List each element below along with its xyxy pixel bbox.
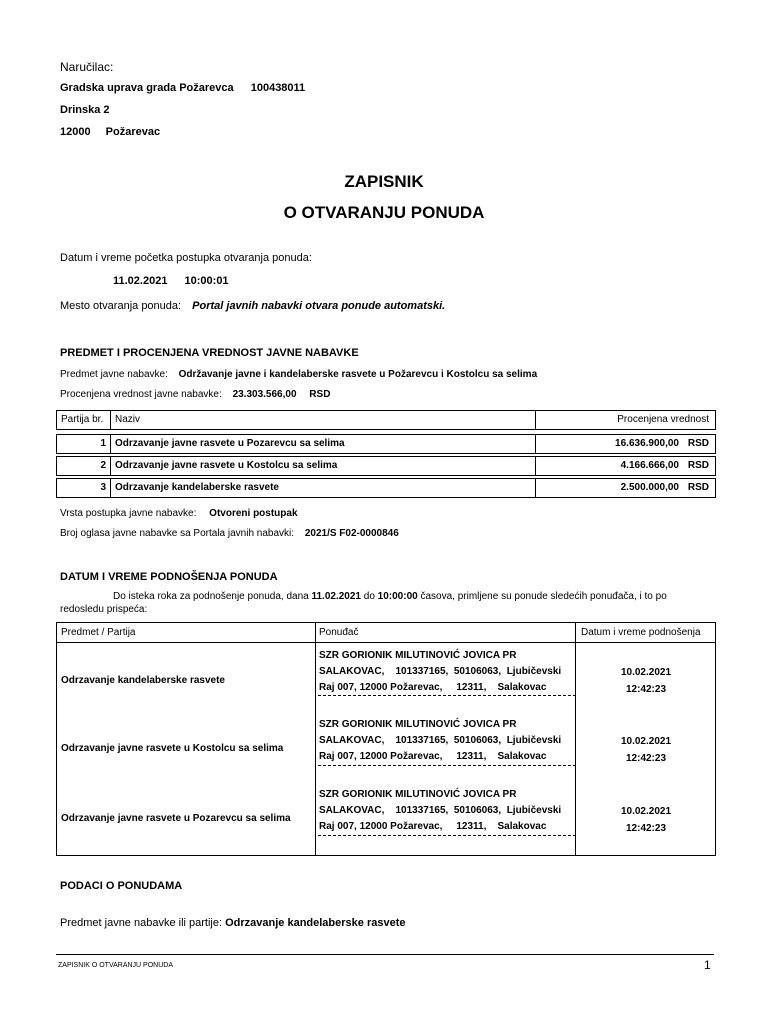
bids-header-subject: Predmet / Partija [61,627,136,638]
city: Požarevac [105,126,161,138]
lot-amount: 2.500.000,00 [620,482,679,493]
bidder-line: Raj 007, 12000 Požarevac, 12311, Salakovac [319,751,547,762]
table-row [57,785,715,855]
notice-line [60,528,399,539]
lot-no: 3 [57,479,111,497]
bid-subject: Odrzavanje kandelaberske rasvete [61,675,225,686]
intro-text-a: Do isteka roka za podnošenje ponuda, dana [113,591,312,602]
page-number: 1 [704,958,711,972]
lots-header-no: Partija br. [57,411,111,429]
street: Drinska 2 [60,104,110,116]
bid-bidder [319,787,561,835]
subject-value: Održavanje javne i kandelaberske rasvete u Požarevcu i Kostolcu sa selima [178,369,538,380]
lots-header-name: Naziv [115,414,141,425]
section3-heading: PODACI O PONUDAMA [60,880,183,892]
bids-table-header [57,623,715,643]
bidder-line: SALAKOVAC, 101337165, 50106063, Ljubičevski [319,805,562,816]
opening-date: 11.02.2021 [113,275,168,287]
opening-datetime-label: Datum i vreme početka postupka otvaranja ponuda: [60,252,312,264]
table-row [57,715,715,785]
bid-bidder [319,717,561,765]
lot-currency: RSD [687,482,709,493]
org-name: Gradska uprava grada Požarevca [60,82,234,94]
procedure-line [60,508,298,519]
estimated-value-amount: 23.303.566,00 [232,389,297,400]
section2-intro [113,591,667,602]
table-row [57,645,715,715]
opening-datetime [113,275,229,287]
bid-datetime [577,733,715,767]
opening-time: 10:00:01 [184,275,229,287]
section1-heading: PREDMET I PROCENJENA VREDNOST JAVNE NABAVKE [60,347,359,359]
lot-no: 1 [57,435,111,453]
lots-header-value: Procenjena vrednost [535,411,715,429]
estimated-value-label: Procenjena vrednost javne nabavke: [60,389,222,400]
intro-text-c: časova, primljene su ponude sledećih ponuđača, i to po [417,591,667,602]
opening-place [60,300,445,312]
narucilac-label: Naručilac: [60,60,114,74]
bidder-line: SZR GORIONIK MILUTINOVIĆ JOVICA PR [319,789,517,800]
section3-subject-label: Predmet javne nabavke ili partije: [60,917,226,929]
subject-line [60,369,537,380]
bidder-line: Raj 007, 12000 Požarevac, 12311, Salakovac [319,821,547,832]
subject-label: Predmet javne nabavke: [60,369,168,380]
intro-date: 11.02.2021 [311,591,361,602]
bid-time: 12:42:23 [625,684,667,695]
estimated-value-line [60,389,330,400]
bid-datetime [577,664,715,698]
section2-intro-line2: redosledu prispeća: [60,604,148,615]
lot-amount: 4.166.666,00 [620,460,679,471]
footer-divider [56,954,714,955]
lot-currency: RSD [687,460,709,471]
bidder-line: SZR GORIONIK MILUTINOVIĆ JOVICA PR [319,650,517,661]
table-row [56,456,716,476]
postcode: 12000 [60,126,91,138]
table-row [56,478,716,498]
bid-subject: Odrzavanje javne rasvete u Pozarevcu sa selima [61,813,291,824]
bids-header-datetime: Datum i vreme podnošenja [581,627,701,638]
bid-time: 12:42:23 [625,823,667,834]
lot-no: 2 [57,457,111,475]
lot-name: Odrzavanje javne rasvete u Kostolcu sa selima [115,460,338,471]
table-row [56,434,716,454]
bidder-line: Raj 007, 12000 Požarevac, 12311, Salakovac [319,682,547,693]
procedure-value: Otvoreni postupak [209,508,298,519]
section2-heading: DATUM I VREME PODNOŠENJA PONUDA [60,571,278,583]
lot-name: Odrzavanje kandelaberske rasvete [115,482,279,493]
bid-date: 10.02.2021 [620,667,672,678]
bid-datetime [577,803,715,837]
bid-subject: Odrzavanje javne rasvete u Kostolcu sa selima [61,743,284,754]
estimated-value-currency: RSD [309,389,331,400]
lot-amount: 16.636.900,00 [615,438,679,449]
section3-subject-value: Odrzavanje kandelaberske rasvete [225,917,406,929]
bid-bidder [319,648,561,696]
bids-header-bidder: Ponuđač [319,627,359,638]
intro-text-b: do [360,591,378,602]
bid-date: 10.02.2021 [620,736,672,747]
org-id: 100438011 [250,82,306,94]
opening-place-label: Mesto otvaranja ponuda: [60,300,182,312]
footer-title: ZAPISNIK O OTVARANJU PONUDA [58,962,173,969]
org-line [60,82,305,94]
lots-table-header [56,410,716,430]
intro-time: 10:00:00 [377,591,418,602]
bidder-line: SZR GORIONIK MILUTINOVIĆ JOVICA PR [319,719,517,730]
lot-currency: RSD [687,438,709,449]
bidder-line: SALAKOVAC, 101337165, 50106063, Ljubičevski [319,735,562,746]
bidder-line: SALAKOVAC, 101337165, 50106063, Ljubičevski [319,666,562,677]
procedure-label: Vrsta postupka javne nabavke: [60,508,197,519]
doc-title: ZAPISNIK [344,172,424,191]
notice-value: 2021/S F02-0000846 [304,528,399,539]
postcode-city [60,126,160,138]
bids-table [56,622,716,856]
section3-subject [60,917,405,929]
opening-place-value: Portal javnih nabavki otvara ponude automatski. [192,300,446,312]
lot-name: Odrzavanje javne rasvete u Pozarevcu sa selima [115,438,345,449]
bid-time: 12:42:23 [625,753,667,764]
doc-subtitle: O OTVARANJU PONUDA [283,203,485,222]
bid-date: 10.02.2021 [620,806,672,817]
notice-label: Broj oglasa javne nabavke sa Portala javnih nabavki: [60,528,295,539]
